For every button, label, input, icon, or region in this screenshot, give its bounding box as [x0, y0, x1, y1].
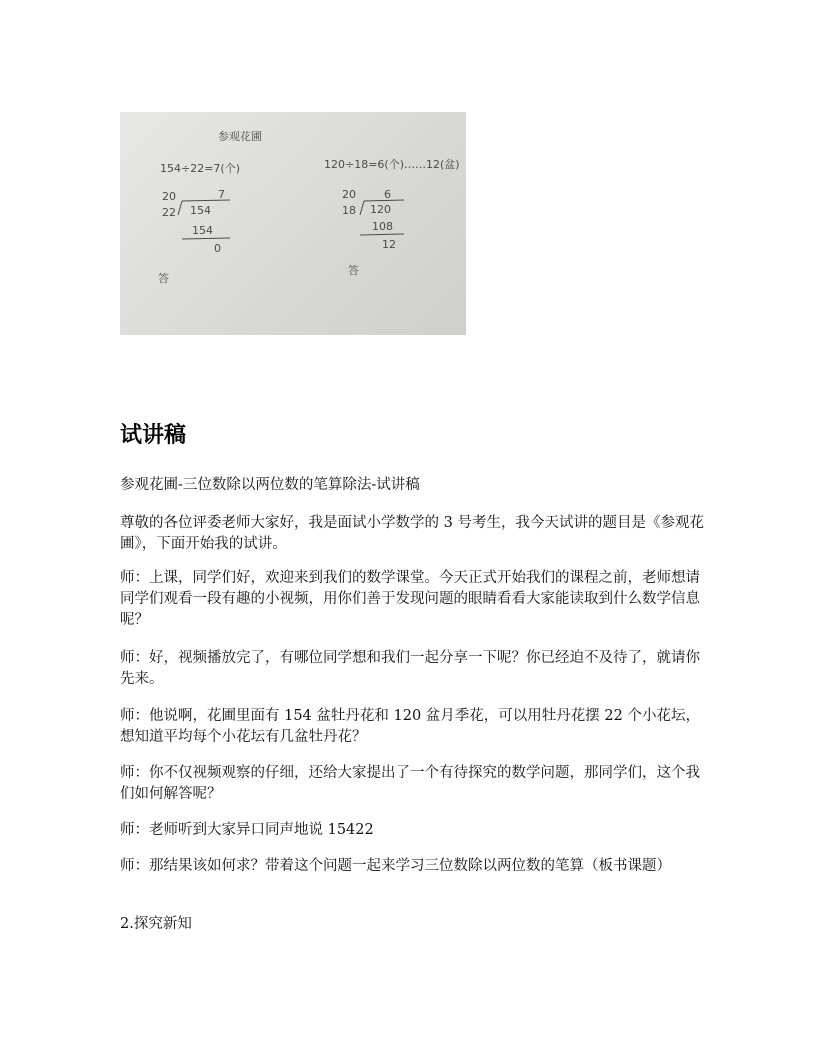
left-equation: 154÷22=7(个): [160, 162, 241, 175]
paragraph: 师：你不仅视频观察的仔细，还给大家提出了一个有待探究的数学问题，那同学们，这个我们如何解答呢？: [120, 765, 700, 802]
paragraph: 2.探究新知: [120, 916, 192, 932]
paragraph: 师：好，视频播放完了，有哪位同学想和我们一起分享一下呢？你已经迫不及待了，就请你先来。: [120, 650, 700, 687]
paragraph: 师：那结果该如何求？带着这个问题一起来学习三位数除以两位数的笔算（板书课题）: [120, 858, 671, 874]
right-product: 108: [372, 220, 393, 233]
left-product: 154: [192, 224, 213, 237]
left-quotient: 7: [218, 188, 225, 201]
right-answer: 答: [348, 264, 359, 277]
section-heading: 试讲稿: [120, 423, 187, 448]
photo-title: 参观花圃: [218, 130, 262, 143]
left-divisor: 22: [162, 206, 176, 219]
right-estimate: 20: [342, 188, 356, 201]
left-estimate: 20: [162, 190, 176, 203]
handwritten-work-photo: [120, 112, 466, 335]
paragraph: 师：老师听到大家异口同声地说 15422: [120, 822, 374, 838]
right-equation: 120÷18=6(个)……12(盆): [324, 158, 460, 171]
right-divisor: 18: [342, 204, 356, 217]
handwriting-drawing: [120, 112, 466, 335]
right-remainder: 12: [382, 238, 396, 251]
paragraph: 尊敬的各位评委老师大家好，我是面试小学数学的 3 号考生，我今天试讲的题目是《参观花圃》，下面开始我的试讲。: [120, 515, 704, 552]
paragraph: 参观花圃-三位数除以两位数的笔算除法-试讲稿: [120, 477, 420, 493]
paragraph: 师：上课，同学们好，欢迎来到我们的数学课堂。今天正式开始我们的课程之前，老师想请同学们观看一段有趣的小视频，用你们善于发现问题的眼睛看看大家能读取到什么数学信息呢？: [120, 570, 700, 628]
left-subtract-line: [182, 238, 230, 239]
paragraph: 师：他说啊，花圃里面有 154 盆牡丹花和 120 盆月季花，可以用牡丹花摆 22 个小花坛，想知道平均每个小花坛有几盆牡丹花？: [120, 708, 700, 745]
right-quotient: 6: [384, 188, 391, 201]
left-answer: 答: [158, 272, 169, 285]
right-dividend: 120: [370, 203, 391, 216]
left-dividend: 154: [190, 204, 211, 217]
right-subtract-line: [360, 234, 404, 235]
left-remainder: 0: [214, 242, 221, 255]
